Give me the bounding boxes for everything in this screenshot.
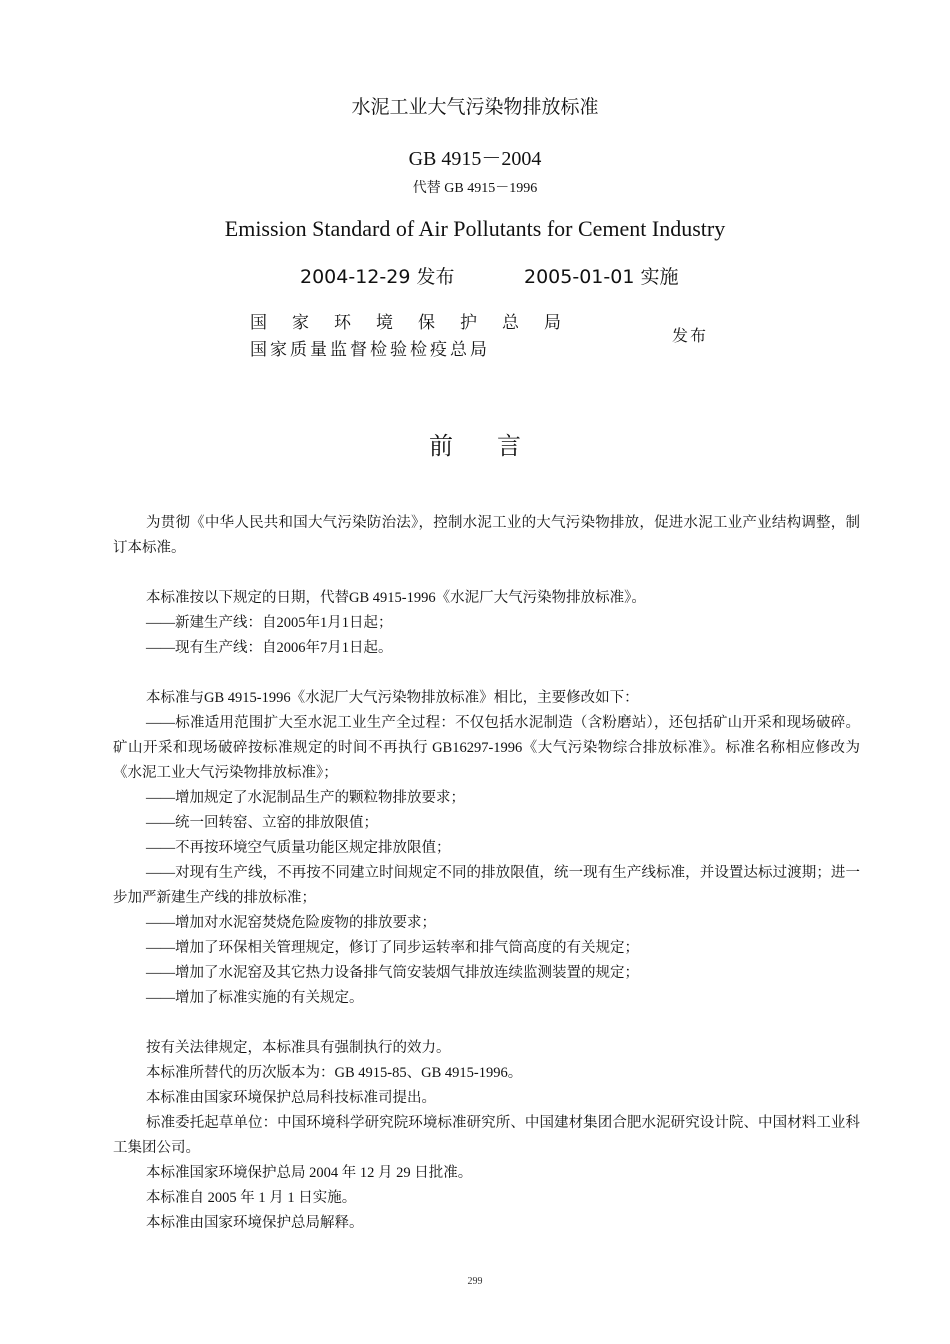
paragraph: 按有关法律规定，本标准具有强制执行的效力。	[146, 1040, 451, 1056]
list-item: ——统一回转窑、立窑的排放限值；	[146, 815, 378, 831]
paragraph-gap	[113, 1011, 860, 1036]
list-item: ——增加了环保相关管理规定，修订了同步运转率和排气筒高度的有关规定；	[146, 940, 639, 956]
standard-code: GB 4915－2004	[408, 148, 542, 170]
paragraph: 标准委托起草单位：中国环境科学研究院环境标准研究所、中国建材集团合肥水泥研究设计院、中国材料工业科工集团公司。	[113, 1115, 860, 1156]
paragraph: 为贯彻《中华人民共和国大气污染防治法》，控制水泥工业的大气污染物排放，促进水泥工业产业结构调整，制订本标准。	[113, 515, 860, 556]
publish-label: 发布	[672, 326, 709, 345]
replaces-note: 代替 GB 4915－1996	[412, 181, 538, 196]
paragraph: 本标准按以下规定的日期，代替GB 4915-1996《水泥厂大气污染物排放标准》。	[146, 590, 646, 606]
list-item: ——增加了标准实施的有关规定。	[146, 990, 364, 1006]
english-title: Emission Standard of Air Pollutants for Cement Industry	[224, 216, 726, 241]
list-item: ——对现有生产线，不再按不同建立时间规定不同的排放限值，统一现有生产线标准，并设置达标过渡期；进一步加严新建生产线的排放标准；	[113, 865, 860, 906]
publisher-name: 国家质量监督检验检疫总局	[250, 340, 490, 360]
implement-date: 2005-01-01 实施	[524, 266, 679, 288]
paragraph: 本标准与GB 4915-1996《水泥厂大气污染物排放标准》相比，主要修改如下：	[146, 690, 639, 706]
list-item: ——不再按环境空气质量功能区规定排放限值；	[146, 840, 451, 856]
paragraph-gap	[113, 661, 860, 686]
publisher-name: 国家环境保护总局	[250, 313, 586, 333]
issue-date: 2004-12-29 发布	[300, 266, 455, 288]
foreword-body	[113, 511, 860, 1236]
document-title: 水泥工业大气污染物排放标准	[351, 96, 599, 118]
paragraph: 本标准由国家环境保护总局科技标准司提出。	[146, 1090, 436, 1106]
list-item: ——标准适用范围扩大至水泥工业生产全过程：不仅包括水泥制造（含粉磨站），还包括矿山开采和现场破碎。矿山开采和现场破碎按标准规定的时间不再执行 GB16297-1996《大气污染物综合排放标准》。标准名称相应修改为《水泥工业大气污染物排放标准》；	[113, 715, 860, 781]
paragraph: 本标准所替代的历次版本为：GB 4915-85、GB 4915-1996。	[146, 1065, 523, 1081]
list-item: ——增加规定了水泥制品生产的颗粒物排放要求；	[146, 790, 465, 806]
paragraph-gap	[113, 561, 860, 586]
paragraph: 本标准自 2005 年 1 月 1 日实施。	[146, 1190, 357, 1206]
list-item: ——现有生产线：自2006年7月1日起。	[146, 640, 393, 656]
list-item: ——新建生产线：自2005年1月1日起；	[146, 615, 393, 631]
foreword-heading: 前言	[429, 432, 565, 460]
list-item: ——增加了水泥窑及其它热力设备排气筒安装烟气排放连续监测装置的规定；	[146, 965, 639, 981]
paragraph: 本标准国家环境保护总局 2004 年 12 月 29 日批准。	[146, 1165, 473, 1181]
page-number: 299	[467, 1276, 483, 1287]
publishers-block	[250, 310, 586, 364]
list-item: ——增加对水泥窑焚烧危险废物的排放要求；	[146, 915, 436, 931]
paragraph: 本标准由国家环境保护总局解释。	[146, 1215, 364, 1231]
